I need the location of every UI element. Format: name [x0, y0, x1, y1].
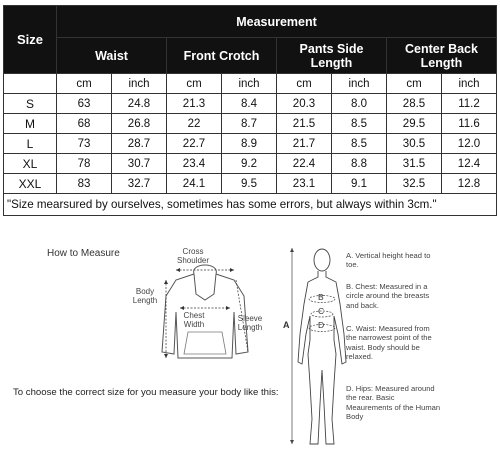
note-b-chest: B. Chest: Measured in a circle around the breasts and back.	[346, 282, 430, 310]
value-cell: 12.0	[442, 134, 497, 154]
size-cell: XXL	[4, 174, 57, 194]
value-cell: 12.8	[442, 174, 497, 194]
value-cell: 32.5	[387, 174, 442, 194]
value-cell: 78	[57, 154, 112, 174]
unit-cell: inch	[332, 74, 387, 94]
value-cell: 73	[57, 134, 112, 154]
note-row	[4, 194, 497, 216]
table-row	[4, 174, 497, 194]
unit-cell: inch	[222, 74, 277, 94]
size-cell: S	[4, 94, 57, 114]
value-cell: 21.3	[167, 94, 222, 114]
value-cell: 8.9	[222, 134, 277, 154]
value-cell: 11.6	[442, 114, 497, 134]
value-cell: 8.0	[332, 94, 387, 114]
value-cell: 83	[57, 174, 112, 194]
value-cell: 30.7	[112, 154, 167, 174]
value-cell: 8.7	[222, 114, 277, 134]
unit-row	[4, 74, 497, 94]
unit-cell: inch	[112, 74, 167, 94]
value-cell: 28.7	[112, 134, 167, 154]
table-row	[4, 154, 497, 174]
value-cell: 68	[57, 114, 112, 134]
size-cell: L	[4, 134, 57, 154]
value-cell: 30.5	[387, 134, 442, 154]
body-length-label: Body Length	[132, 287, 158, 305]
unit-cell: cm	[57, 74, 112, 94]
value-cell: 8.4	[222, 94, 277, 114]
marker-b: B	[318, 292, 324, 302]
center-back-length-header: Center Back Length	[387, 38, 497, 74]
value-cell: 22.7	[167, 134, 222, 154]
size-cell: M	[4, 114, 57, 134]
value-cell: 32.7	[112, 174, 167, 194]
note-c-waist: C. Waist: Measured from the narrowest point of the waist. Body should be relaxed.	[346, 324, 432, 361]
value-cell: 12.4	[442, 154, 497, 174]
value-cell: 28.5	[387, 94, 442, 114]
chest-width-label: Chest Width	[183, 311, 205, 329]
size-chart-table	[3, 5, 497, 216]
value-cell: 21.5	[277, 114, 332, 134]
marker-d: D	[318, 320, 325, 330]
value-cell: 23.4	[167, 154, 222, 174]
hoodie-diagram	[130, 262, 280, 372]
value-cell: 63	[57, 94, 112, 114]
front-crotch-header: Front Crotch	[167, 38, 277, 74]
table-row	[4, 134, 497, 154]
value-cell: 9.5	[222, 174, 277, 194]
value-cell: 8.5	[332, 114, 387, 134]
unit-cell: cm	[167, 74, 222, 94]
value-cell: 24.1	[167, 174, 222, 194]
size-note: "Size mearsured by ourselves, sometimes has some errors, but always within 3cm."	[4, 194, 497, 216]
value-cell: 31.5	[387, 154, 442, 174]
value-cell: 8.8	[332, 154, 387, 174]
size-cell: XL	[4, 154, 57, 174]
cross-shoulder-label: Cross Shoulder	[176, 247, 210, 265]
value-cell: 21.7	[277, 134, 332, 154]
value-cell: 9.2	[222, 154, 277, 174]
value-cell: 22.4	[277, 154, 332, 174]
pants-side-length-header: Pants Side Length	[277, 38, 387, 74]
unit-cell-blank	[4, 74, 57, 94]
value-cell: 11.2	[442, 94, 497, 114]
value-cell: 9.1	[332, 174, 387, 194]
how-to-measure-title: How to Measure	[47, 248, 120, 259]
note-d-hips: D. Hips: Measured around the rear. Basic Meaurements of the Human Body	[346, 384, 441, 421]
size-header: Size	[4, 6, 57, 74]
value-cell: 26.8	[112, 114, 167, 134]
value-cell: 29.5	[387, 114, 442, 134]
marker-a: A	[283, 320, 290, 330]
unit-cell: cm	[277, 74, 332, 94]
unit-cell: inch	[442, 74, 497, 94]
value-cell: 20.3	[277, 94, 332, 114]
sleeve-length-label: Sleeve Length	[237, 314, 263, 332]
value-cell: 8.5	[332, 134, 387, 154]
table-row	[4, 94, 497, 114]
value-cell: 22	[167, 114, 222, 134]
waist-header: Waist	[57, 38, 167, 74]
table-row	[4, 114, 497, 134]
marker-c: C	[318, 306, 325, 316]
note-a-vertical-height: A. Vertical height head to toe.	[346, 251, 431, 270]
measurement-header: Measurement	[57, 6, 497, 38]
body-figure	[288, 244, 348, 449]
value-cell: 23.1	[277, 174, 332, 194]
measure-instruction: To choose the correct size for you measure your body like this:	[13, 387, 279, 398]
value-cell: 24.8	[112, 94, 167, 114]
unit-cell: cm	[387, 74, 442, 94]
